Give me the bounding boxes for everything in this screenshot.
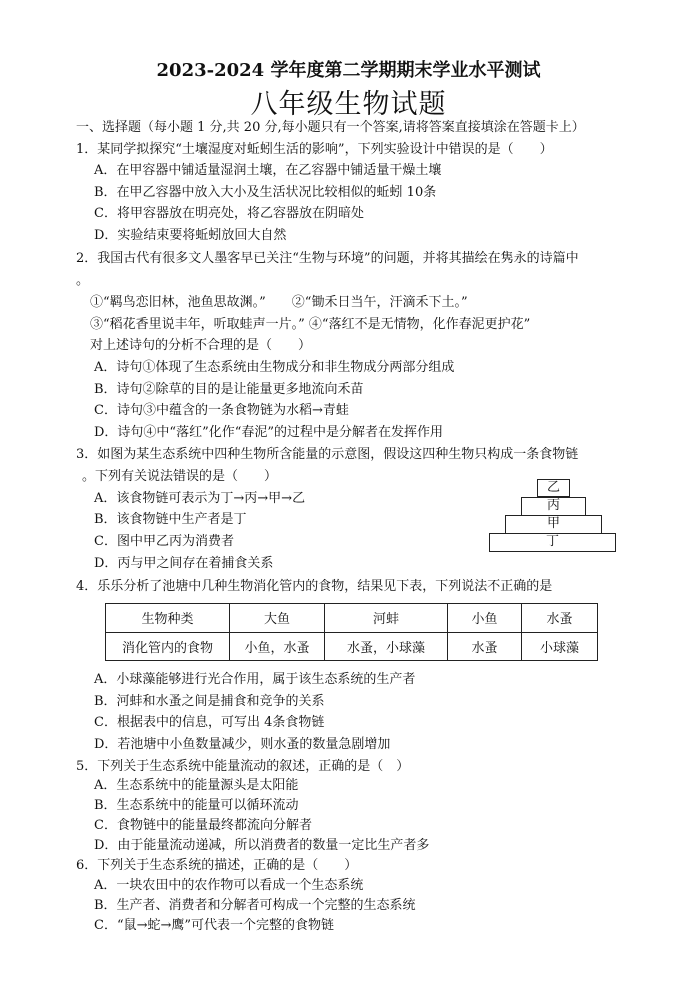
q2-stem: 2．我国古代有很多文人墨客早已关注“生物与环境”的问题，并将其描绘在隽永的诗篇中 bbox=[76, 251, 579, 266]
q6-option-a: A．一块农田中的农作物可以看成一个生态系统 bbox=[94, 878, 364, 893]
q3-option-a: A．该食物链可表示为丁→丙→甲→乙 bbox=[94, 491, 306, 506]
q1-option-d: D．实验结束要将蚯蚓放回大自然 bbox=[94, 228, 287, 243]
q5-option-b: B．生态系统中的能量可以循环流动 bbox=[94, 798, 299, 813]
q5-option-a: A．生态系统中的能量源头是太阳能 bbox=[94, 778, 299, 793]
q4-option-c: C．根据表中的信息，可写出 4条食物链 bbox=[94, 715, 325, 730]
section-heading: 一、选择题（每小题 1 分,共 20 分,每小题只有一个答案,请将答案直接填涂在答题卡上） bbox=[76, 120, 585, 135]
pyramid-level-ding: 丁 bbox=[489, 533, 616, 552]
table-cell: 小鱼，水蚤 bbox=[230, 632, 325, 661]
q2-stem-cont: 。 bbox=[76, 273, 90, 288]
q2-question: 对上述诗句的分析不合理的是（ ） bbox=[90, 338, 312, 353]
exam-title: 2023-2024 学年度第二学期期末学业水平测试 bbox=[156, 60, 541, 81]
q6-option-c: C．“鼠→蛇→鹰”可代表一个完整的食物链 bbox=[94, 918, 335, 933]
table-cell: 小球藻 bbox=[522, 632, 598, 661]
table-row bbox=[106, 632, 598, 661]
q2-poem-line2: ③“稻花香里说丰年，听取蛙声一片。” ④“落红不是无情物，化作春泥更护花” bbox=[90, 317, 531, 332]
q3-stem-cont: 。下列有关说法错误的是（ ） bbox=[82, 469, 278, 484]
q2-option-d: D．诗句④中“落红”化作“春泥”的过程中是分解者在发挥作用 bbox=[94, 425, 444, 440]
q1-option-a: A．在甲容器中铺适量湿润土壤，在乙容器中铺适量干燥土壤 bbox=[94, 163, 442, 178]
pyramid-level-jia: 甲 bbox=[505, 515, 602, 534]
q1-option-b: B．在甲乙容器中放入大小及生活状况比较相似的蚯蚓 10条 bbox=[94, 185, 437, 200]
table-header-cell: 河蚌 bbox=[325, 604, 448, 633]
q1-option-c: C．将甲容器放在明亮处，将乙容器放在阴暗处 bbox=[94, 206, 364, 221]
food-table bbox=[105, 603, 598, 661]
table-cell: 消化管内的食物 bbox=[106, 632, 230, 661]
q1-stem: 1．某同学拟探究“土壤湿度对蚯蚓生活的影响”，下列实验设计中错误的是（ ） bbox=[76, 142, 553, 157]
q4-option-d: D．若池塘中小鱼数量减少，则水蚤的数量急剧增加 bbox=[94, 737, 391, 752]
q5-stem: 5．下列关于生态系统中能量流动的叙述，正确的是（ ） bbox=[76, 759, 410, 774]
q2-poem-line1: ①“羁鸟恋旧林，池鱼思故渊。” ②“锄禾日当午，汗滴禾下土。” bbox=[90, 295, 468, 310]
table-header-cell: 大鱼 bbox=[230, 604, 325, 633]
q4-stem: 4．乐乐分析了池塘中几种生物消化管内的食物，结果见下表，下列说法不正确的是 bbox=[76, 579, 553, 594]
q3-option-c: C．图中甲乙丙为消费者 bbox=[94, 534, 234, 549]
table-header-row bbox=[106, 604, 598, 633]
q2-option-b: B．诗句②除草的目的是让能量更多地流向禾苗 bbox=[94, 382, 364, 397]
table-header-cell: 水蚤 bbox=[522, 604, 598, 633]
pyramid-level-yi: 乙 bbox=[537, 479, 570, 497]
q5-option-d: D．由于能量流动递减，所以消费者的数量一定比生产者多 bbox=[94, 838, 430, 853]
q6-option-b: B．生产者、消费者和分解者可构成一个完整的生态系统 bbox=[94, 898, 416, 913]
table-header-cell: 生物种类 bbox=[106, 604, 230, 633]
exam-subtitle: 八年级生物试题 bbox=[250, 89, 447, 120]
q3-option-d: D．丙与甲之间存在着捕食关系 bbox=[94, 556, 274, 571]
q6-stem: 6．下列关于生态系统的描述，正确的是（ ） bbox=[76, 858, 358, 873]
q2-option-c: C．诗句③中蕴含的一条食物链为水稻→青蛙 bbox=[94, 403, 349, 418]
table-cell: 水蚤，小球藻 bbox=[325, 632, 448, 661]
q3-option-b: B．该食物链中生产者是丁 bbox=[94, 512, 247, 527]
q2-option-a: A．诗句①体现了生态系统由生物成分和非生物成分两部分组成 bbox=[94, 360, 455, 375]
q4-option-a: A．小球藻能够进行光合作用，属于该生态系统的生产者 bbox=[94, 672, 416, 687]
q4-option-b: B．河蚌和水蚤之间是捕食和竞争的关系 bbox=[94, 694, 325, 709]
pyramid-level-bing: 丙 bbox=[521, 497, 586, 516]
q5-option-c: C．食物链中的能量最终都流向分解者 bbox=[94, 818, 312, 833]
table-header-cell: 小鱼 bbox=[448, 604, 522, 633]
q3-stem: 3．如图为某生态系统中四种生物所含能量的示意图，假设这四种生物只构成一条食物链 bbox=[76, 447, 579, 462]
table-cell: 水蚤 bbox=[448, 632, 522, 661]
